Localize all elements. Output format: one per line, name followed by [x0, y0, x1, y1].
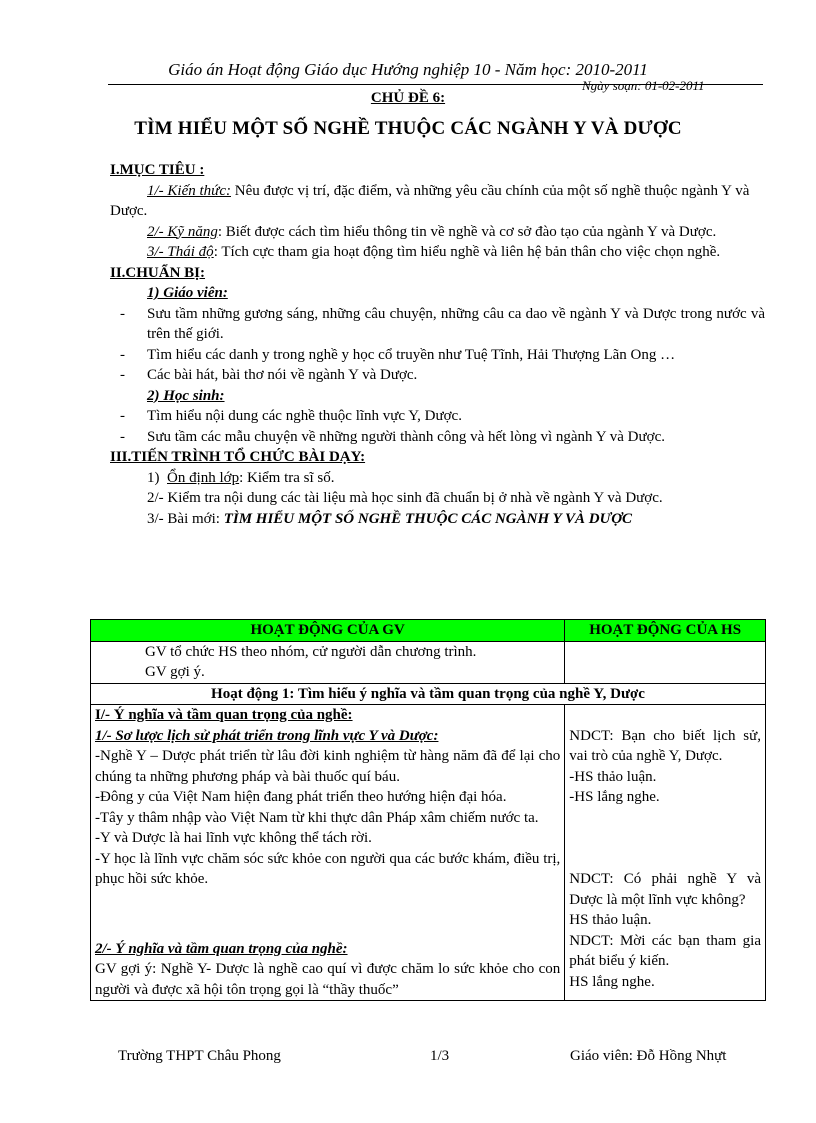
topic-title: TÌM HIỂU MỘT SỐ NGHỀ THUỘC CÁC NGÀNH Y VÀ DƯỢC: [134, 118, 682, 139]
hs-item: HS thảo luận.: [569, 912, 652, 928]
gv-column-header: HOẠT ĐỘNG CỦA GV: [91, 620, 565, 642]
section3-heading: III.TIẾN TRÌNH TỔ CHỨC BÀI DẠY:: [110, 449, 366, 465]
header-title: Giáo án Hoạt động Giáo dục Hướng nghiệp 10 - Năm học: 2010-2011: [168, 60, 648, 79]
hs-item: -HS thảo luận.: [569, 768, 657, 785]
header-date: Ngày soạn: 01-02-2011: [582, 78, 705, 93]
activity1-title: Hoạt động 1: Tìm hiểu ý nghĩa và tầm quan trọng của nghề Y, Dược: [91, 683, 766, 705]
hs-item: -HS lắng nghe.: [569, 789, 660, 805]
hs-item: NDCT: Bạn cho biết lịch sử, vai trò của nghề Y, Dược.: [569, 727, 761, 764]
part2-subheading: 2/- Ý nghĩa và tầm quan trọng của nghề:: [95, 940, 348, 957]
student-item: - Sưu tầm các mẫu chuyện về những người thành công và hết lòng vì ngành Y và Dược.: [120, 428, 665, 445]
student-label: 2) Học sinh:: [147, 387, 225, 404]
hs-item: NDCT: Mời các bạn tham gia phát biểu ý kiến.: [569, 932, 761, 969]
knowledge-text: Nêu được vị trí, đặc điểm, và những yêu cầu chính của một số nghề thuộc ngành Y và Dược.: [110, 182, 750, 219]
hs-activity-cell: [565, 705, 766, 1001]
activity-table: [90, 619, 766, 1001]
hs-item: HS lắng nghe.: [569, 973, 655, 990]
gv-paragraph: -Y học là lĩnh vực chăm sóc sức khỏe con người qua các bước khám, điều trị, phục hồi sức khỏe.: [95, 850, 561, 887]
hs-column-header: HOẠT ĐỘNG CỦA HS: [565, 620, 766, 642]
attitude-label: 3/- Thái độ: [147, 244, 214, 260]
skill-paragraph: [110, 222, 765, 243]
section1-heading: I.MỤC TIÊU :: [110, 162, 205, 178]
part2-text: GV gợi ý: Nghề Y- Dược là nghề cao quí vì được chăm lo sức khỏe cho con người và được xã hội tôn trọng gọi là “thầy thuốc”: [95, 961, 561, 998]
knowledge-label: 1/- Kiến thức:: [147, 182, 231, 199]
teacher-item: - Các bài hát, bài thơ nói về ngành Y và Dược.: [120, 367, 418, 383]
gv-paragraph: -Đông y của Việt Nam hiện đang phát triển theo hướng hiện đại hóa.: [95, 789, 507, 805]
intro-cell: GV tổ chức HS theo nhóm, cử người dẫn chương trình. GV gợi ý.: [91, 641, 565, 683]
footer-teacher: Giáo viên: Đỗ Hồng Nhựt: [570, 1048, 727, 1064]
student-item: - Tìm hiểu nội dung các nghề thuộc lĩnh vực Y, Dược.: [120, 408, 462, 424]
skill-text: : Biết được cách tìm hiểu thông tin về nghề và cơ sở đào tạo của ngành Y và Dược.: [217, 223, 717, 240]
step3: 3/- Bài mới: TÌM HIỂU MỘT SỐ NGHỀ THUỘC CÁC NGÀNH Y VÀ DƯỢC: [147, 510, 633, 527]
part1-heading: I/- Ý nghĩa và tầm quan trọng của nghề:: [95, 707, 353, 723]
teacher-label: 1) Giáo viên:: [147, 285, 228, 301]
lesson-title: TÌM HIỂU MỘT SỐ NGHỀ THUỘC CÁC NGÀNH Y VÀ DƯỢC: [223, 510, 633, 527]
hs-item: NDCT: Có phải nghề Y và Dược là một lĩnh vực không?: [569, 871, 761, 908]
intro-hs-cell: [565, 641, 766, 683]
teacher-item: - Sưu tầm những gương sáng, những câu chuyện, những câu ca dao về ngành Y và Dược trong nước và trên thế giới.: [120, 305, 765, 342]
gv-paragraph: -Tây y thâm nhập vào Việt Nam từ khi thực dân Pháp xâm chiếm nước ta.: [95, 809, 539, 826]
footer-school: Trường THPT Châu Phong: [118, 1048, 281, 1064]
knowledge-paragraph: [110, 181, 765, 222]
step1-label: Ổn định lớp: [167, 469, 240, 486]
gv-activity-cell: [91, 705, 565, 1001]
teacher-item: - Tìm hiểu các danh y trong nghề y học cổ truyền như Tuệ Tĩnh, Hải Thượng Lãn Ong …: [120, 346, 676, 363]
attitude-paragraph: [110, 242, 765, 263]
gv-paragraph: -Y và Dược là hai lĩnh vực không thể tách rời.: [95, 830, 372, 846]
gv-paragraph: -Nghề Y – Dược phát triển từ lâu đời kinh nghiệm từ hàng năm đã để lại cho chúng ta những phương pháp và bài thuốc quí báu.: [95, 748, 561, 785]
footer-page-number: 1/3: [430, 1048, 450, 1064]
step1: 1) Ổn định lớp: Kiểm tra sĩ số.: [147, 469, 335, 486]
part1-subheading: 1/- Sơ lược lịch sử phát triển trong lĩnh vực Y và Dược:: [95, 727, 439, 744]
document-body: [110, 160, 765, 529]
attitude-text: : Tích cực tham gia hoạt động tìm hiểu nghề và liên hệ bản thân cho việc chọn nghề.: [213, 244, 721, 260]
section2-heading: II.CHUẨN BỊ:: [110, 264, 206, 281]
topic-label: CHỦ ĐỀ 6:: [370, 90, 446, 106]
skill-label: 2/- Kỹ năng: [147, 223, 218, 240]
step2: 2/- Kiểm tra nội dung các tài liệu mà học sinh đã chuẩn bị ở nhà về ngành Y và Dược.: [147, 490, 663, 506]
